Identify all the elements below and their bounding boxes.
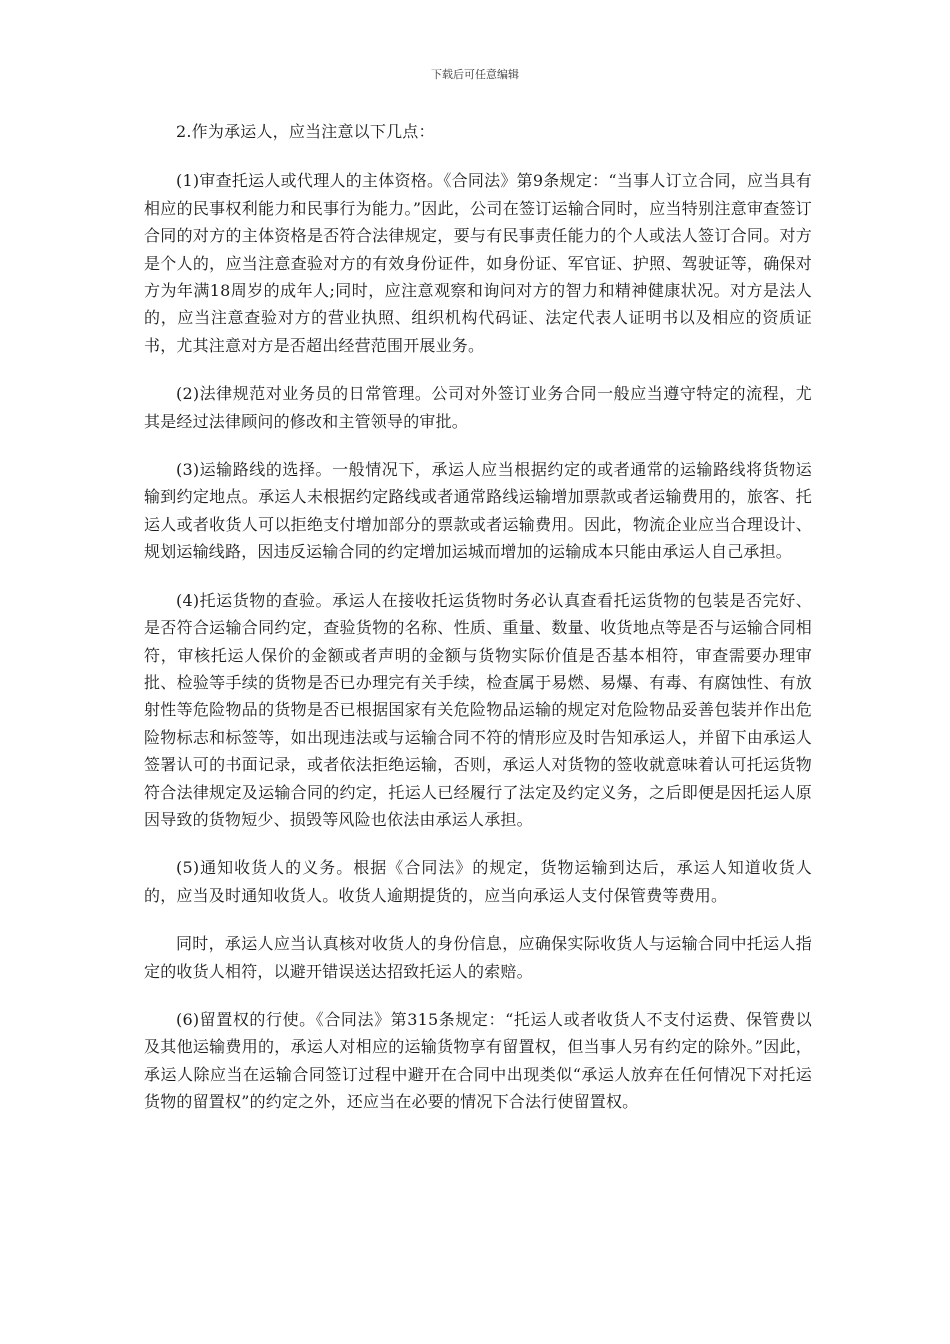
paragraph-4-cargo-inspection: (4)托运货物的查验。承运人在接收托运货物时务必认真查看托运货物的包装是否完好、是否符合运输合同约定，查验货物的名称、性质、重量、数量、收货地点等是否与运输合同相符，审核托运人保价的金额或者声明的金额与货物实际价值是否基本相符，审查需要办理审批、检验等手续的货物是否已办理完有关手续，检查属于易燃、易爆、有毒、有腐蚀性、有放射性等危险物品的货物是否已根据国家有关危险物品运输的规定对危险物品妥善包装并作出危险物标志和标签等，如出现违法或与运输合同不符的情形应及时告知承运人，并留下由承运人签署认可的书面记录，或者依法拒绝运输，否则，承运人对货物的签收就意味着认可托运货物符合法律规定及运输合同的约定，托运人已经履行了法定及约定义务，之后即便是因托运人原因导致的货物短少、损毁等风险也依法由承运人承担。 xyxy=(144,590,812,829)
paragraph-consignee-verification: 同时，承运人应当认真核对收货人的身份信息，应确保实际收货人与运输合同中托运人指定的收货人相符，以避开错误送达招致托运人的索赔。 xyxy=(144,934,812,981)
paragraph-3-route-selection: (3)运输路线的选择。一般情况下，承运人应当根据约定的或者通常的运输路线将货物运输到约定地点。承运人未根据约定路线或者通常路线运输增加票款或者运输费用的，旅客、托运人或者收货人可以拒绝支付增加部分的票款或者运输费用。因此，物流企业应当合理设计、规划运输线路，因违反运输合同的约定增加运城而增加的运输成本只能由承运人自己承担。 xyxy=(144,460,812,562)
paragraph-2-salesperson-management: (2)法律规范对业务员的日常管理。公司对外签订业务合同一般应当遵守特定的流程，尤其是经过法律顾问的修改和主管领导的审批。 xyxy=(144,384,812,431)
page-header: 下载后可任意编辑 xyxy=(431,68,519,81)
paragraph-1-subject-qualification: (1)审查托运人或代理人的主体资格。《合同法》第9条规定：“当事人订立合同，应当具有相应的民事权利能力和民事行为能力。”因此，公司在签订运输合同时，应当特别注意审查签订合同的对方的主体资格是否符合法律规定，要与有民事责任能力的个人或法人签订合同。对方是个人的，应当注意查验对方的有效身份证件，如身份证、军官证、护照、驾驶证等，确保对方为年满18周岁的成年人;同时，应注意观察和询问对方的智力和精神健康状况。对方是法人的，应当注意查验对方的营业执照、组织机构代码证、法定代表人证明书以及相应的资质证书，尤其注意对方是否超出经营范围开展业务。 xyxy=(144,171,812,355)
document-body xyxy=(144,118,812,1137)
paragraph-6-lien-right: (6)留置权的行使。《合同法》第315条规定：“托运人或者收货人不支付运费、保管费以及其他运输费用的，承运人对相应的运输货物享有留置权，但当事人另有约定的除外。”因此，承运人除应当在运输合同签订过程中避开在合同中出现类似“承运人放弃在任何情况下对托运货物的留置权”的约定之外，还应当在必要的情况下合法行使留置权。 xyxy=(144,1009,812,1112)
paragraph-5-notify-consignee: (5)通知收货人的义务。根据《合同法》的规定，货物运输到达后，承运人知道收货人的，应当及时通知收货人。收货人逾期提货的，应当向承运人支付保管费等费用。 xyxy=(144,858,812,905)
section-heading: 2.作为承运人，应当注意以下几点： xyxy=(176,122,435,141)
